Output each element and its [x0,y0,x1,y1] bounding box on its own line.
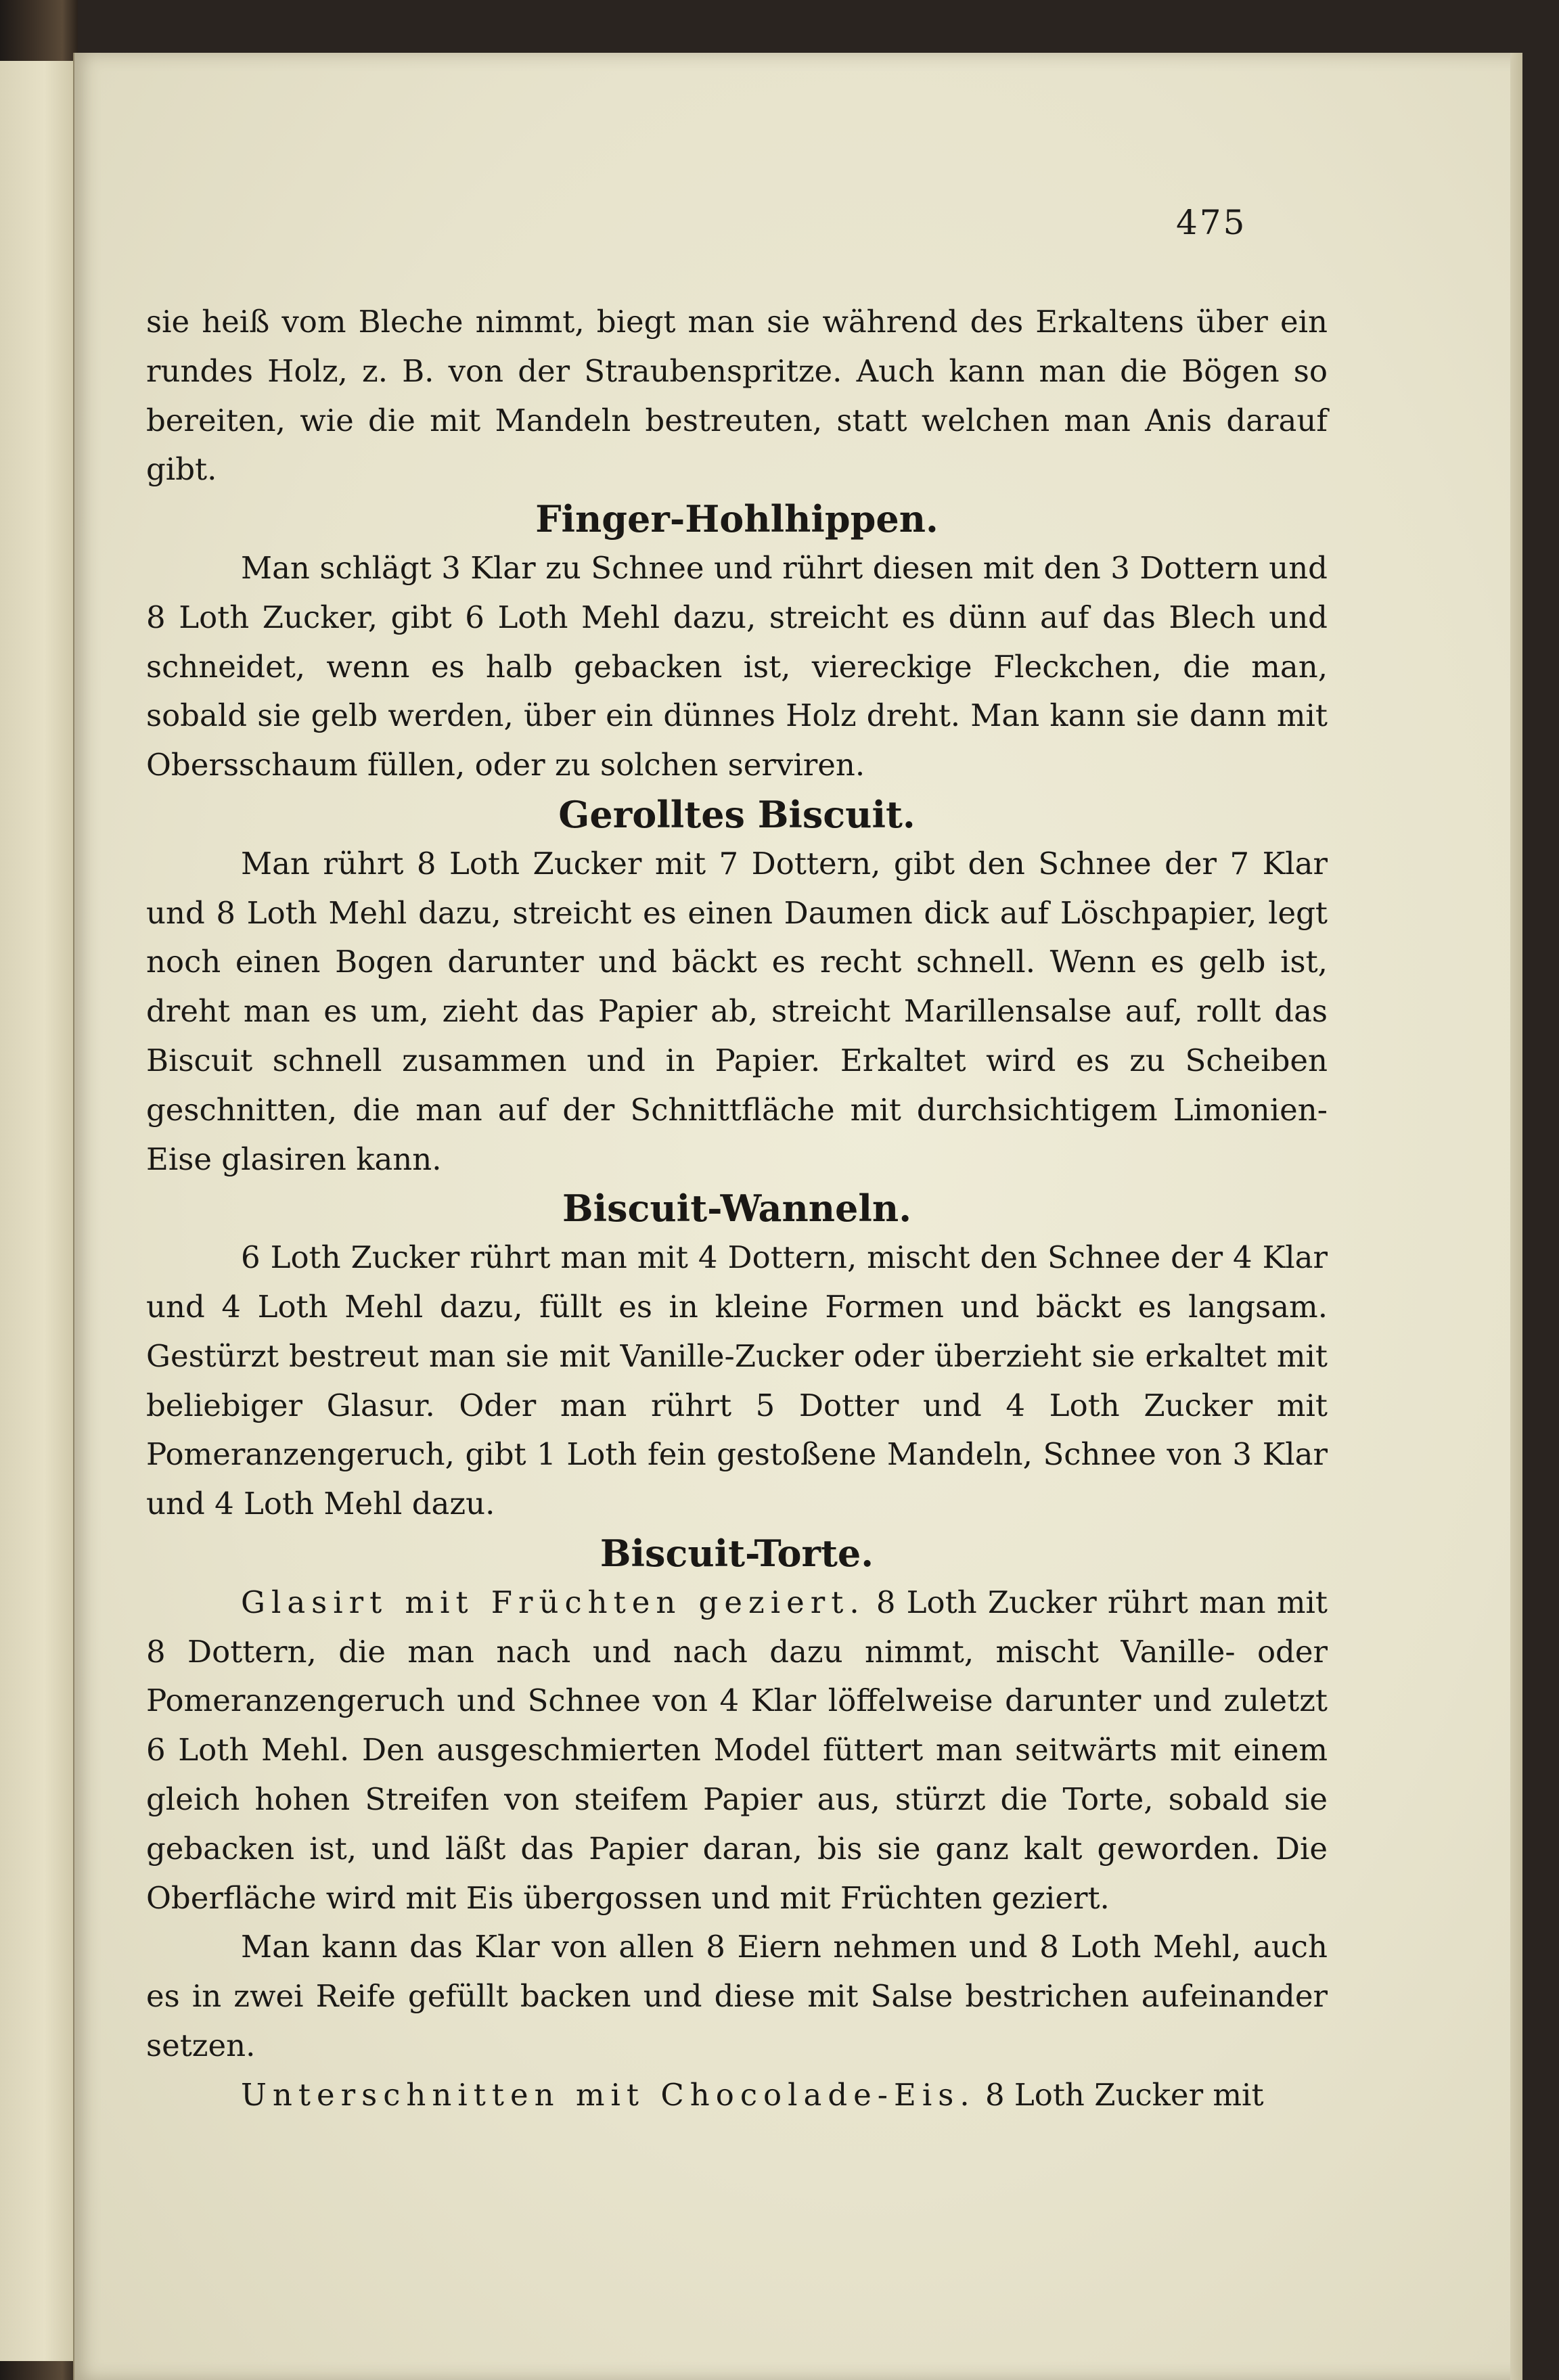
spaced-lead: Glasirt mit Früchten geziert. [241,1584,865,1620]
page-number: 475 [1176,203,1247,242]
page-edge [1510,53,1522,2380]
page-text [146,298,1328,2120]
continuation-paragraph: sie heiß vom Bleche nimmt, biegt man sie während des Erkaltens über ein rundes Holz, z. B. von der Straubenspritze. Auch kann man die Bögen so bereiten, wie die mit Mandeln bestreuten, statt welchen man Anis darauf gibt. [146,304,1328,488]
paragraph-biscuit-torte-1: Glasirt mit Früchten geziert. 8 Loth Zucker rührt man mit 8 Dottern, die man nach und nach dazu nimmt, mischt Vanille- oder Pomeranzengeruch und Schnee von 4 Klar löffelweise darunter und zuletzt 6 Loth Mehl. Den ausgeschmierten Model füttert man seitwärts mit einem gleich hohen Streifen von steifem Papier aus, stürzt die Torte, sobald sie gebacken ist, und läßt das Papier daran, bis sie ganz kalt geworden. Die Oberfläche wird mit Eis übergossen und mit Früchten geziert. [146,1584,1328,1916]
heading-gerolltes-biscuit: Gerolltes Biscuit. [558,792,916,836]
paragraph-biscuit-torte-3: Unterschnitten mit Chocolade-Eis. 8 Loth Zucker mit [241,2076,1264,2113]
paragraph-biscuit-wanneln: 6 Loth Zucker rührt man mit 4 Dottern, mischt den Schnee der 4 Klar und 4 Loth Mehl dazu, füllt es in kleine Formen und bäckt es langsam. Gestürzt bestreut man sie mit Vanille-Zucker oder überzieht sie erkaltet mit beliebiger Glasur. Oder man rührt 5 Dotter und 4 Loth Zucker mit Pomeranzengeruch, gibt 1 Loth fein gestoßene Mandeln, Schnee von 3 Klar und 4 Loth Mehl dazu. [146,1239,1328,1522]
paragraph-biscuit-torte-2: Man kann das Klar von allen 8 Eiern nehmen und 8 Loth Mehl, auch es in zwei Reife gefüllt backen und diese mit Salse bestrichen aufeinander setzen. [146,1929,1328,2063]
heading-finger-hohlhippen: Finger-Hohlhippen. [535,497,939,541]
heading-biscuit-torte: Biscuit-Torte. [600,1531,874,1575]
paragraph-gerolltes-biscuit: Man rührt 8 Loth Zucker mit 7 Dottern, gibt den Schnee der 7 Klar und 8 Loth Mehl dazu, streicht es einen Daumen dick auf Löschpapier, legt noch einen Bogen darunter und bäckt es recht schnell. Wenn es gelb ist, dreht man es um, zieht das Papier ab, streicht Marillensalse auf, rollt das Biscuit schnell zusammen und in Papier. Erkaltet wird es zu Scheiben geschnitten, die man auf der Schnittfläche mit durchsichtigem Limonien-Eise glasiren kann. [146,845,1328,1177]
heading-biscuit-wanneln: Biscuit-Wanneln. [562,1187,911,1231]
paragraph-finger-hohlhippen: Man schlägt 3 Klar zu Schnee und rührt diesen mit den 3 Dottern und 8 Loth Zucker, gibt 6 Loth Mehl dazu, streicht es dünn auf das Blech und schneidet, wenn es halb gebacken ist, viereckige Fleckchen, die man, sobald sie gelb werden, über ein dünnes Holz dreht. Man kann sie dann mit Obersschaum füllen, oder zu solchen serviren. [146,549,1328,783]
spaced-lead-2: Unterschnitten mit Chocolade-Eis. [241,2076,976,2113]
left-page-edge [0,61,76,2361]
